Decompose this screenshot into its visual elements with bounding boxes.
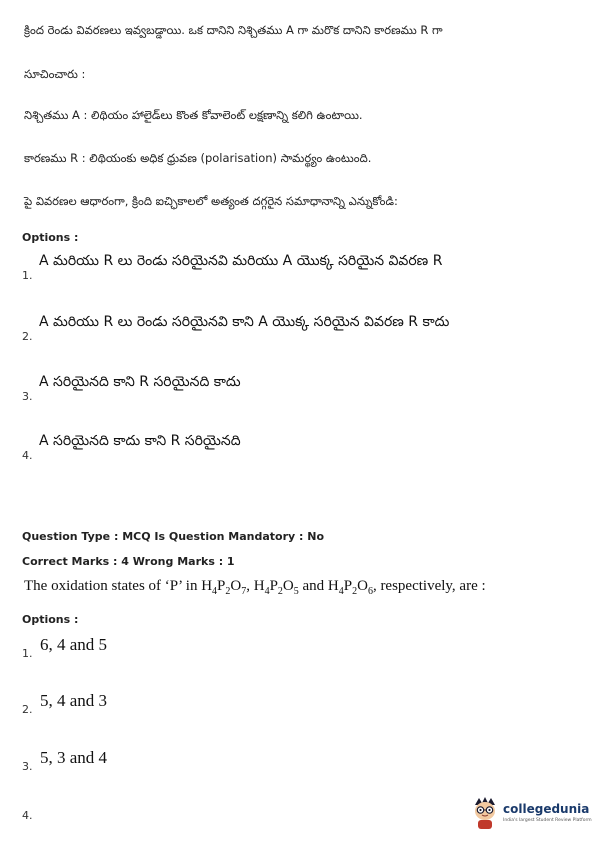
option-number: 1.	[22, 647, 33, 660]
option-text: A సరియైనది కాదు కాని R సరియైనది	[39, 433, 241, 449]
q1-intro-line2: సూచించారు :	[24, 67, 86, 81]
mascot-icon	[469, 796, 501, 830]
q2-options-label: Options :	[22, 613, 79, 626]
q2-question: The oxidation states of ‘P’ in $H_4P_2O_7$, $H_4P_2O_5$ and $H_4P_2O_6$, respectively, are :	[24, 578, 486, 597]
q1-reason: కారణము R : లిథియంకు అధిక ధ్రువణ (polarisation) సామర్థ్యం ఉంటుంది.	[24, 151, 372, 165]
q1-options-label: Options :	[22, 231, 79, 244]
option-text: 5, 4 and 3	[40, 691, 108, 710]
q1-intro-line1: క్రింద రెండు వివరణలు ఇవ్వబడ్డాయి. ఒక దానిని నిశ్చితము A గా మరొక దానిని కారణము R గా	[24, 23, 443, 37]
q2-meta-line1: Question Type : MCQ Is Question Mandatory : No	[22, 530, 325, 543]
option-number: 3.	[22, 390, 33, 403]
logo-name: collegedunia	[503, 802, 590, 816]
option-text: A సరియైనది కాని R సరియైనది కాదు	[39, 374, 241, 390]
option-number: 4.	[22, 449, 33, 462]
option-text: 6, 4 and 5	[40, 635, 108, 654]
option-number: 3.	[22, 760, 33, 773]
q1-assertion: నిశ్చితము A : లిథియం హాలైడ్‌లు కొంత కోవాలెంట్ లక్షణాన్ని కలిగి ఉంటాయి.	[24, 108, 363, 122]
option-text: A మరియు R లు రెండు సరియైనవి కాని A యొక్క సరియైన వివరణ R కాదు	[39, 314, 450, 330]
question-suffix: respectively, are :	[376, 578, 486, 594]
option-text: 5, 3 and 4	[40, 748, 108, 767]
option-number: 2.	[22, 330, 33, 343]
q1-instruction: పై వివరణల ఆధారంగా, క్రింది ఐచ్ఛికాలలో అత్యంత దగ్గరైన సమాధానాన్ని ఎన్నుకోండి:	[24, 194, 398, 208]
option-number: 1.	[22, 269, 33, 282]
question-prefix: The oxidation states of ‘P’ in H	[24, 578, 213, 594]
option-number: 4.	[22, 809, 33, 822]
q2-meta-line2: Correct Marks : 4 Wrong Marks : 1	[22, 555, 235, 568]
option-text: A మరియు R లు రెండు సరియైనవి మరియు A యొక్క సరియైన వివరణ R	[39, 253, 443, 269]
collegedunia-logo	[469, 796, 592, 832]
logo-tagline: India's largest Student Review Platform	[503, 818, 592, 823]
option-number: 2.	[22, 703, 33, 716]
